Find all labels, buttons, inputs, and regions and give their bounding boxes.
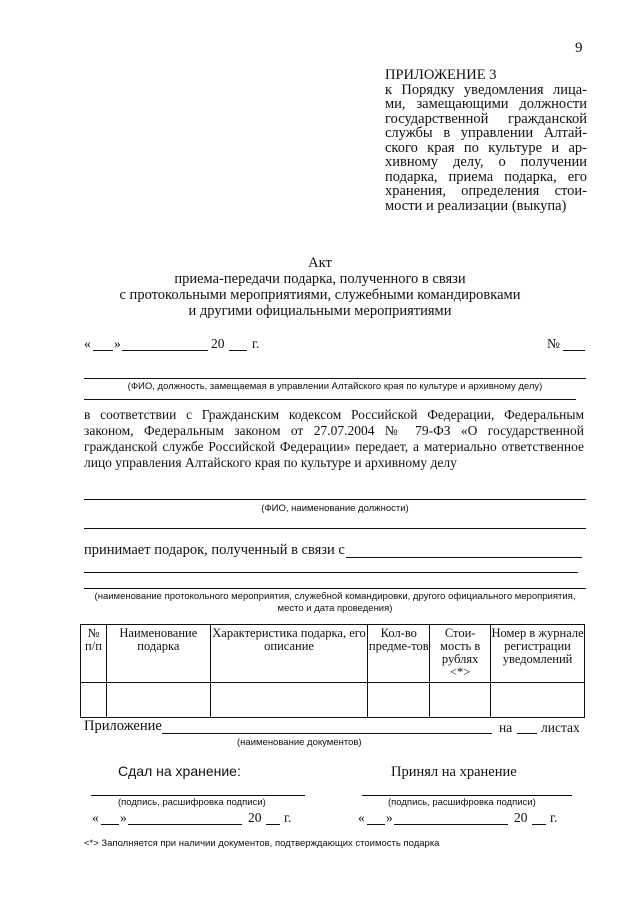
table-header-row — [81, 625, 585, 683]
header-description: Характеристика подарка, его описание — [210, 625, 368, 683]
attachment-on-label: на — [499, 720, 513, 735]
document-title — [0, 255, 640, 319]
accepted-year-suffix: г. — [550, 810, 558, 825]
fio-position-caption: (ФИО, наименование должности) — [261, 503, 409, 514]
event-field-line3[interactable] — [84, 588, 586, 589]
header-gift-name: Наименование подарка — [106, 625, 210, 683]
accepted-open-quote: « — [358, 810, 365, 825]
page-number: 9 — [575, 40, 583, 56]
appendix-line: к Порядку уведомления лица- — [385, 81, 587, 98]
year-suffix: г. — [252, 336, 260, 351]
accepted-year-prefix: 20 — [514, 810, 528, 825]
year-prefix: 20 — [211, 336, 225, 351]
event-field[interactable] — [346, 557, 582, 558]
header-quantity: Кол-во предме-тов — [368, 625, 430, 683]
number-field[interactable] — [563, 350, 585, 351]
title-line: Акт — [308, 255, 332, 271]
fio-caption: (ФИО, должность, замещаемая в управлении Алтайского края по культуре и архивному делу) — [127, 381, 543, 392]
appendix-line: службы в управлении Алтай- — [385, 125, 587, 141]
table-cell[interactable] — [491, 683, 585, 718]
appendix-line: хивному делу, о получении — [385, 154, 587, 170]
appendix-line: мости и реализации (выкупа) — [385, 197, 567, 214]
handed-month-field[interactable] — [128, 824, 242, 825]
handed-caption: (подпись, расшифровка подписи) — [118, 797, 266, 808]
date-open-quote: « — [84, 336, 91, 351]
accepted-caption: (подпись, расшифровка подписи) — [388, 797, 536, 808]
appendix-line: государственной гражданской — [385, 110, 587, 127]
year-field[interactable] — [229, 350, 247, 351]
event-field-line2[interactable] — [84, 572, 578, 573]
table-cell[interactable] — [430, 683, 491, 718]
recipient-fio-field-continued[interactable] — [84, 528, 586, 529]
legal-paragraph: в соответствии с Гражданским кодексом Российской Федерации, Федеральным законом, Федеральным законом от 27.07.2004 № 79-ФЗ «О государственной гражданской службе Российской Федерации» передает, а материально ответственное лицо управления Алтайского края по культуре и архивному делу — [84, 407, 584, 470]
table-cell[interactable] — [210, 683, 368, 718]
appendix-title: ПРИЛОЖЕНИЕ 3 — [385, 67, 497, 83]
handed-year-suffix: г. — [284, 810, 292, 825]
handed-day-field[interactable] — [101, 824, 119, 825]
recipient-fio-field[interactable] — [84, 499, 586, 500]
accepted-signature-field[interactable] — [362, 795, 572, 796]
event-caption-line: (наименование протокольного мероприятия, служебной командировки, другого официального мероприятия, — [94, 591, 576, 602]
table-cell[interactable] — [81, 683, 107, 718]
event-caption-line: место и дата проведения) — [277, 603, 393, 614]
header-number: № п/п — [81, 625, 107, 683]
table-cell[interactable] — [368, 683, 430, 718]
gift-table — [80, 624, 585, 718]
sheets-count-field[interactable] — [517, 733, 537, 734]
accepted-year-field[interactable] — [532, 824, 546, 825]
fio-field-continued[interactable] — [84, 399, 576, 400]
handed-year-field[interactable] — [266, 824, 280, 825]
title-line: приема-передачи подарка, полученного в связи — [174, 271, 466, 287]
title-line: с протокольными мероприятиями, служебными командировками — [119, 287, 521, 303]
month-field[interactable] — [122, 350, 208, 351]
accepts-text: принимает подарок, полученный в связи с — [84, 542, 345, 558]
handed-signature-field[interactable] — [91, 795, 305, 796]
attachment-label: Приложение — [84, 718, 162, 734]
handed-open-quote: « — [92, 810, 99, 825]
appendix-line: хранения, определения стои- — [385, 183, 587, 199]
table-row — [81, 683, 585, 718]
handed-close-quote: » — [120, 810, 127, 825]
header-cost: Стои-мость в рублях <*> — [430, 625, 491, 683]
accepted-day-field[interactable] — [367, 824, 385, 825]
event-caption — [80, 591, 590, 615]
header-registration-number: Номер в журнале регистрации уведомлений — [491, 625, 585, 683]
attachment-field[interactable] — [162, 733, 492, 734]
title-line: и другими официальными мероприятиями — [188, 303, 452, 319]
appendix-line: подарка, приема подарка, его — [385, 168, 587, 185]
attachment-caption: (наименование документов) — [237, 737, 362, 748]
handed-label: Сдал на хранение: — [118, 763, 241, 779]
date-close-quote: » — [114, 336, 121, 351]
fio-field[interactable] — [84, 378, 586, 379]
table-cell[interactable] — [106, 683, 210, 718]
accepted-label: Принял на хранение — [391, 764, 517, 780]
accepted-month-field[interactable] — [394, 824, 508, 825]
appendix-line: ского края по культуре и ар- — [385, 139, 587, 156]
appendix-block — [385, 68, 587, 213]
sheets-label: листах — [541, 720, 580, 735]
appendix-line: ми, замещающими должности — [385, 96, 587, 112]
footnote: <*> Заполняется при наличии документов, подтверждающих стоимость подарка — [84, 838, 440, 849]
handed-year-prefix: 20 — [248, 810, 262, 825]
day-field[interactable] — [93, 350, 113, 351]
number-label: № — [547, 336, 560, 351]
accepted-close-quote: » — [386, 810, 393, 825]
